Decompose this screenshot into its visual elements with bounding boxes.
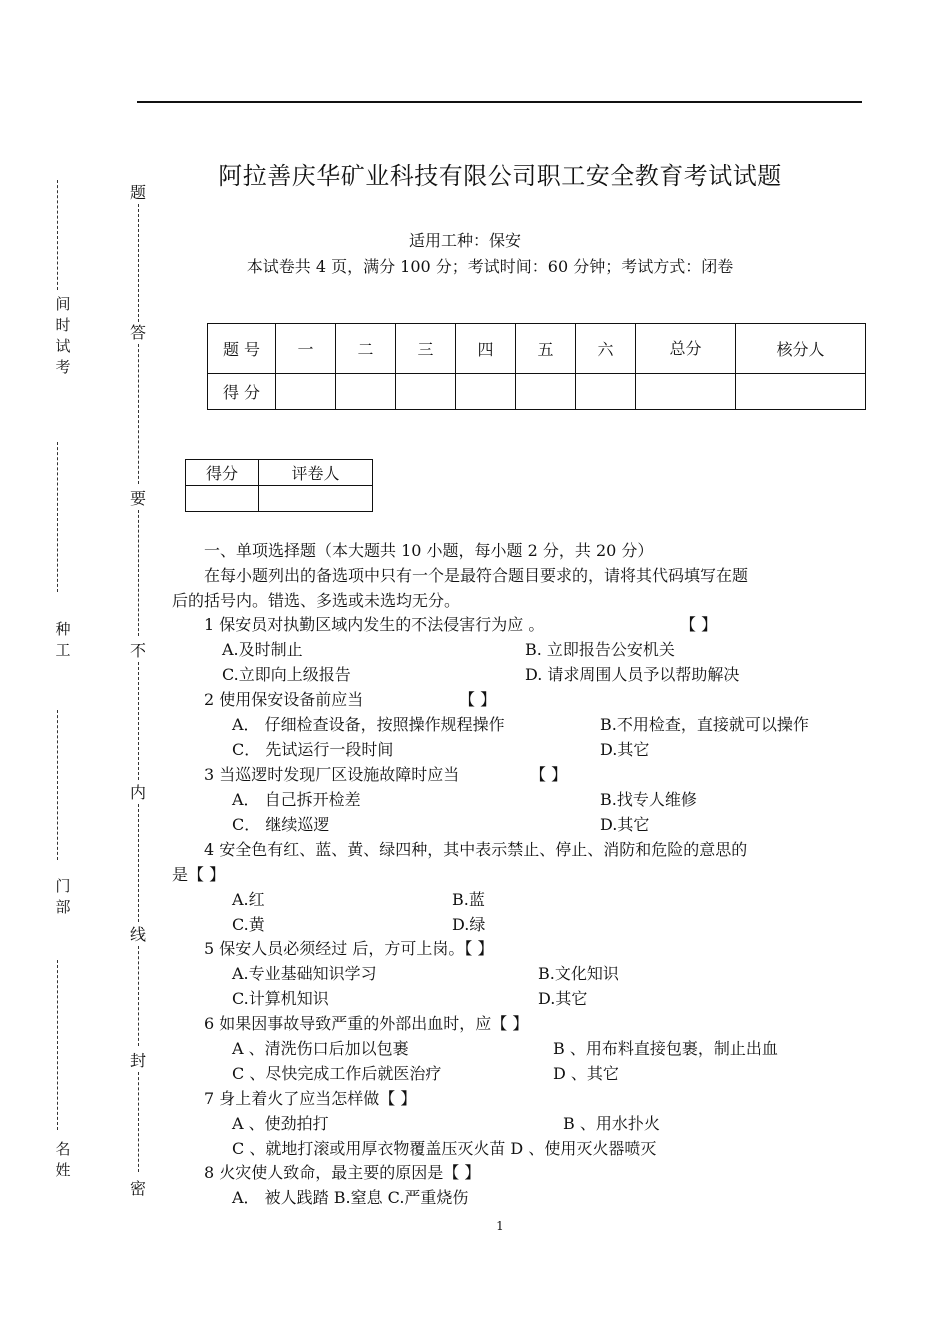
question-stem: 4 安全色有红、蓝、黄、绿四种，其中表示禁止、停止、消防和危险的意思的 (204, 840, 748, 859)
option-c: C.计算机知识 (232, 989, 329, 1008)
exam-title: 阿拉善庆华矿业科技有限公司职工安全教育考试试题 (218, 162, 782, 190)
option-d: D.其它 (600, 815, 650, 834)
bind-char: 考 (55, 358, 71, 376)
table-header-cell: 四 (456, 324, 516, 374)
option-b: B 、用布料直接包裹，制止出血 (553, 1039, 778, 1058)
option-a: A 、清洗伤口后加以包裹 (232, 1039, 409, 1058)
question-stem: 7 身上着火了应当怎样做【 】 (204, 1089, 417, 1108)
option-b: B.找专人维修 (600, 790, 697, 809)
option-b: B.不用检查，直接就可以操作 (600, 715, 809, 734)
option-a: A． 自己拆开检差 (232, 790, 361, 809)
grader-score-cell[interactable] (186, 486, 259, 512)
table-header-cell: 一 (276, 324, 336, 374)
option-a: A.专业基础知识学习 (232, 964, 377, 983)
bind-char: 工 (55, 641, 71, 659)
answer-bracket[interactable]: 【 】 (530, 765, 568, 784)
answer-bracket[interactable]: 【 】 (459, 690, 497, 709)
option-d: D 、其它 (553, 1064, 619, 1083)
question-stem-cont[interactable]: 是【 】 (172, 865, 226, 884)
option-d: D.其它 (538, 989, 588, 1008)
bind-char: 部 (55, 898, 71, 916)
bind-char: 内 (129, 783, 146, 802)
bind-char: 密 (129, 1179, 146, 1198)
option-b: B.文化知识 (538, 964, 619, 983)
option-d: D.绿 (452, 915, 486, 934)
question-stem: 1 保安员对执勤区域内发生的不法侵害行为应 。 (204, 615, 545, 634)
option-c: C 、就地打滚或用厚衣物覆盖压灭火苗 D 、使用灭火器喷灭 (232, 1139, 657, 1158)
option-a: A 、使劲拍打 (232, 1114, 329, 1133)
table-row-label: 得 分 (208, 374, 276, 410)
answer-bracket[interactable]: 【 】 (680, 615, 718, 634)
option-d: D. 请求周围人员予以帮助解决 (525, 665, 740, 684)
bind-char: 试 (55, 337, 71, 355)
page-number: 1 (496, 1219, 504, 1233)
question-stem: 6 如果因事故导致严重的外部出血时，应【 】 (204, 1014, 529, 1033)
bind-char: 时 (55, 316, 71, 334)
section-heading: 一、单项选择题（本大题共 10 小题，每小题 2 分，共 20 分） (204, 541, 654, 560)
bind-char: 间 (55, 295, 71, 313)
score-cell[interactable] (736, 374, 866, 410)
table-header-cell: 五 (516, 324, 576, 374)
bind-char: 不 (129, 641, 146, 660)
bind-char: 种 (55, 620, 71, 638)
section-instruction: 在每小题列出的备选项中只有一个是最符合题目要求的，请将其代码填写在题 (204, 566, 749, 585)
job-type: 适用工种：保安 (408, 231, 521, 250)
section-instruction: 后的括号内。错选、多选或未选均无分。 (172, 591, 461, 610)
option-b: B 、用水扑火 (563, 1114, 660, 1133)
score-cell[interactable] (576, 374, 636, 410)
table-header-cell: 总分 (636, 324, 736, 374)
bind-char: 要 (129, 489, 146, 508)
table-header-cell: 题 号 (208, 324, 276, 374)
option-c: C． 继续巡逻 (232, 815, 330, 834)
question-stem: 5 保安人员必须经过 后，方可上岗。【 】 (204, 939, 494, 958)
score-cell[interactable] (636, 374, 736, 410)
score-table (207, 323, 866, 410)
binding-middle (126, 180, 150, 1210)
bind-char: 名 (55, 1140, 71, 1158)
exam-info: 本试卷共 4 页，满分 100 分；考试时间：60 分钟；考试方式：闭卷 (246, 257, 734, 276)
options: A． 被人践踏 B.窒息 C.严重烧伤 (232, 1188, 469, 1207)
bind-char: 答 (129, 323, 146, 342)
option-d: D.其它 (600, 740, 650, 759)
option-a: A． 仔细检查设备，按照操作规程操作 (232, 715, 505, 734)
table-header-cell: 六 (576, 324, 636, 374)
option-b: B. 立即报告公安机关 (525, 640, 675, 659)
bind-char: 姓 (55, 1161, 71, 1179)
bind-char: 线 (129, 925, 146, 944)
option-a: A.及时制止 (222, 640, 303, 659)
table-header-cell: 二 (336, 324, 396, 374)
option-a: A.红 (232, 890, 265, 909)
score-cell[interactable] (516, 374, 576, 410)
question-stem: 2 使用保安设备前应当 (204, 690, 364, 709)
bind-char: 题 (129, 183, 146, 202)
grader-name-cell[interactable] (259, 486, 373, 512)
grader-score-label: 得分 (186, 460, 259, 486)
question-stem: 8 火灾使人致命，最主要的原因是【 】 (204, 1163, 481, 1182)
option-c: C． 先试运行一段时间 (232, 740, 394, 759)
option-c: C.立即向上级报告 (222, 665, 351, 684)
table-header-cell: 三 (396, 324, 456, 374)
grader-table (185, 459, 373, 512)
top-rule (137, 101, 862, 103)
option-c: C.黄 (232, 915, 265, 934)
score-cell[interactable] (276, 374, 336, 410)
option-c: C 、尽快完成工作后就医治疗 (232, 1064, 442, 1083)
score-cell[interactable] (456, 374, 516, 410)
bind-char: 封 (129, 1051, 146, 1070)
bind-char: 门 (55, 877, 71, 895)
question-stem: 3 当巡逻时发现厂区设施故障时应当 (204, 765, 460, 784)
score-cell[interactable] (336, 374, 396, 410)
table-header-cell: 核分人 (736, 324, 866, 374)
grader-name-label: 评卷人 (259, 460, 373, 486)
binding-left (52, 180, 74, 1210)
option-b: B.蓝 (452, 890, 485, 909)
score-cell[interactable] (396, 374, 456, 410)
